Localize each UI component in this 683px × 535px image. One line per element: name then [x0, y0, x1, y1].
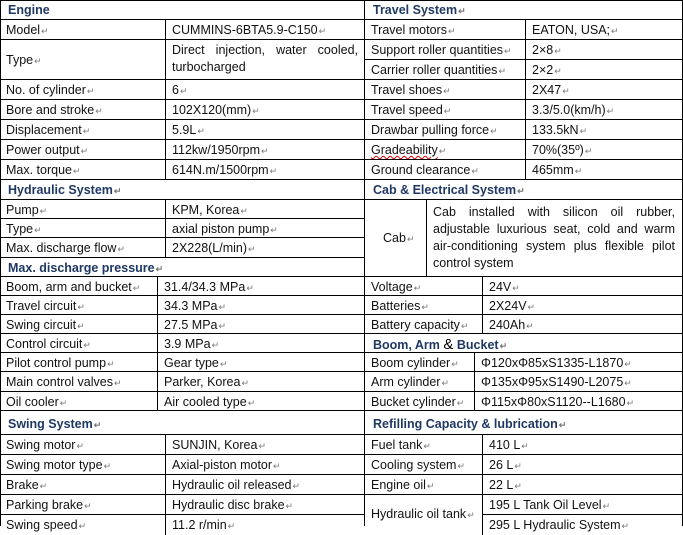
top-border [0, 0, 683, 1]
engine-type-value: Direct injection, water cooled, turbocharged [172, 43, 358, 74]
boom-cylinder-label: Boom cylinder ↵ [365, 353, 475, 371]
pilot-pump-label: Pilot control pump ↵ [0, 353, 158, 371]
travel-motors-label: Travel motors ↵ [365, 20, 526, 39]
table-row [365, 100, 683, 120]
table-row [0, 40, 364, 80]
gradeability-label [365, 140, 526, 159]
drawbar-label: Drawbar pulling force ↵ [365, 120, 526, 139]
table-row [365, 80, 683, 100]
oil-cooler-label: Oil cooler ↵ [0, 392, 158, 410]
swing-motor-type-label: Swing motor type ↵ [0, 455, 166, 474]
parking-brake-value: Hydraulic disc brake ↵ [166, 495, 364, 514]
center-divider [364, 0, 365, 526]
engine-torque-value: 614N.m/1500rpm ↵ [166, 160, 364, 179]
table-row [0, 100, 364, 120]
hydraulic-header-row [0, 180, 364, 200]
engine-power-value: 112kw/1950rpm ↵ [166, 140, 364, 159]
table-row [365, 140, 683, 160]
gradeability-label-text: Gradeability [371, 143, 438, 157]
table-row [365, 40, 683, 60]
engine-torque-label: Max. torque ↵ [0, 160, 166, 179]
swing-motor-value: SUNJIN, Korea ↵ [166, 435, 364, 454]
pump-value: KPM, Korea ↵ [166, 200, 364, 218]
main-valves-label: Main control valves ↵ [0, 372, 158, 391]
travel-shoes-value: 2X47 ↵ [526, 80, 683, 99]
gradeability-value: 70%(35º) ↵ [526, 140, 683, 159]
travel-shoes-label: Travel shoes ↵ [365, 80, 526, 99]
hydraulic-system-capacity: 295 L Hydraulic System ↵ [483, 515, 683, 535]
boom-title-b: Bucket [456, 338, 499, 352]
cab-header-row [365, 180, 683, 200]
table-row [0, 372, 364, 392]
swing-circuit-value: 27.5 MPa ↵ [158, 315, 364, 333]
pump-type-value: axial piston pump ↵ [166, 219, 364, 237]
table-row [0, 495, 364, 515]
table-row [0, 238, 364, 258]
batteries-value: 2X24V ↵ [483, 296, 683, 314]
table-row [0, 80, 364, 100]
table-row [365, 435, 683, 455]
fuel-tank-label: Fuel tank ↵ [365, 435, 483, 454]
drawbar-value: 133.5kN ↵ [526, 120, 683, 139]
pressure-title: Max. discharge pressure ↵ [0, 258, 364, 278]
table-row [0, 277, 364, 296]
pump-label: Pump ↵ [0, 200, 166, 218]
swing-circuit-label: Swing circuit ↵ [0, 315, 158, 333]
engine-oil-value: 22 L ↵ [483, 475, 683, 494]
table-row [0, 140, 364, 160]
hydraulic-title: Hydraulic System ↵ [0, 180, 364, 200]
table-row [0, 296, 364, 315]
travel-speed-label: Travel speed ↵ [365, 100, 526, 119]
swing-motor-type-value: Axial-piston motor ↵ [166, 455, 364, 474]
engine-bore-value: 102X120(mm) ↵ [166, 100, 364, 119]
swing-speed-value: 11.2 r/min ↵ [166, 515, 364, 535]
engine-cylinder-label: No. of cylinder ↵ [0, 80, 166, 99]
engine-model-label: Model ↵ [0, 20, 166, 39]
batteries-label: Batteries ↵ [365, 296, 483, 314]
travel-header-row [365, 0, 683, 20]
table-row [0, 435, 364, 455]
boom-title-amp: & [443, 336, 454, 353]
engine-displacement-value: 5.9L ↵ [166, 120, 364, 139]
table-row [0, 200, 364, 219]
control-circuit-label: Control circuit ↵ [0, 334, 158, 352]
table-row [365, 372, 683, 392]
engine-power-label: Power output ↵ [0, 140, 166, 159]
battery-capacity-label: Battery capacity ↵ [365, 315, 483, 333]
cab-label: Cab ↵ [365, 200, 427, 276]
bucket-cylinder-label: Bucket cylinder ↵ [365, 392, 475, 410]
refill-header-row [365, 411, 683, 435]
discharge-flow-value: 2X228(L/min) ↵ [166, 238, 364, 257]
table-row [365, 277, 683, 296]
cooling-system-value: 26 L ↵ [483, 455, 683, 474]
boom-header-row [365, 334, 683, 353]
engine-oil-label: Engine oil ↵ [365, 475, 483, 494]
table-row [0, 120, 364, 140]
swing-header-row [0, 411, 364, 435]
hydraulic-tank-level: 195 L Tank Oil Level ↵ [483, 495, 683, 515]
carrier-roller-value: 2×2 ↵ [526, 60, 683, 79]
brake-value: Hydraulic oil released ↵ [166, 475, 364, 494]
engine-bore-label: Bore and stroke ↵ [0, 100, 166, 119]
pressure-header-row [0, 258, 364, 277]
support-roller-value: 2×8 ↵ [526, 40, 683, 59]
table-row [365, 296, 683, 315]
travel-speed-value: 3.3/5.0(km/h) ↵ [526, 100, 683, 119]
engine-model-value: CUMMINS-6BTA5.9-C150 ↵ [166, 20, 364, 39]
hydraulic-oil-tank-row [365, 495, 683, 535]
bucket-cylinder-value: Φ115xΦ80xS1120--L1680 ↵ [475, 392, 683, 410]
table-row [365, 120, 683, 140]
hydraulic-oil-tank-values [483, 495, 683, 535]
oil-cooler-value: Air cooled type ↵ [158, 392, 364, 410]
cab-title: Cab & Electrical System ↵ [365, 180, 683, 200]
table-row [0, 392, 364, 411]
boom-title-a: Boom, Arm [373, 338, 440, 352]
pilot-pump-value: Gear type ↵ [158, 353, 364, 371]
main-valves-value: Parker, Korea ↵ [158, 372, 364, 391]
engine-header-row [0, 0, 364, 20]
cab-row [365, 200, 683, 277]
table-row [365, 60, 683, 80]
table-row [365, 392, 683, 411]
table-row [0, 475, 364, 495]
hydraulic-oil-tank-label: Hydraulic oil tank ↵ [365, 495, 483, 535]
table-row [0, 219, 364, 238]
engine-cylinder-value: 6 ↵ [166, 80, 364, 99]
voltage-value: 24V ↵ [483, 277, 683, 295]
ground-clearance-label: Ground clearance ↵ [365, 160, 526, 179]
support-roller-label: Support roller quantities ↵ [365, 40, 526, 59]
swing-speed-label: Swing speed ↵ [0, 515, 166, 535]
travel-circuit-value: 34.3 MPa ↵ [158, 296, 364, 314]
travel-circuit-label: Travel circuit ↵ [0, 296, 158, 314]
boom-arm-bucket-value: 31.4/34.3 MPa ↵ [158, 277, 364, 295]
boom-title [365, 334, 683, 355]
carrier-roller-label: Carrier roller quantities ↵ [365, 60, 526, 79]
travel-title: Travel System ↵ [365, 0, 683, 20]
refill-title: Refilling Capacity & lubrication ↵ [365, 411, 683, 434]
cab-value: Cab installed with silicon oil rubber, adjustable luxurious seat, cold and warm air-conditioning system plus flexible pilot control system [433, 205, 675, 270]
arm-cylinder-value: Φ135xΦ95xS1490-L2075 ↵ [475, 372, 683, 391]
control-circuit-value: 3.9 MPa ↵ [158, 334, 364, 352]
table-row [0, 20, 364, 40]
table-row [365, 353, 683, 372]
battery-capacity-value: 240Ah ↵ [483, 315, 683, 333]
table-row [0, 515, 364, 535]
swing-motor-label: Swing motor ↵ [0, 435, 166, 454]
parking-brake-label: Parking brake ↵ [0, 495, 166, 514]
discharge-flow-label: Max. discharge flow ↵ [0, 238, 166, 257]
table-row [365, 455, 683, 475]
swing-title: Swing System ↵ [0, 411, 364, 434]
table-row [0, 160, 364, 180]
pump-type-label: Type ↵ [0, 219, 166, 237]
brake-label: Brake ↵ [0, 475, 166, 494]
boom-cylinder-value: Φ120xΦ85xS1335-L1870 ↵ [475, 353, 683, 371]
travel-motors-value: EATON, USA; ↵ [526, 20, 683, 39]
engine-title: Engine [8, 3, 50, 17]
cooling-system-label: Cooling system ↵ [365, 455, 483, 474]
engine-displacement-label: Displacement ↵ [0, 120, 166, 139]
table-row [365, 160, 683, 180]
table-row [365, 475, 683, 495]
arm-cylinder-label: Arm cylinder ↵ [365, 372, 475, 391]
table-row [365, 20, 683, 40]
table-row [0, 455, 364, 475]
ground-clearance-value: 465mm ↵ [526, 160, 683, 179]
table-row [0, 315, 364, 334]
left-border [0, 0, 1, 526]
voltage-label: Voltage ↵ [365, 277, 483, 295]
table-row [0, 353, 364, 372]
boom-arm-bucket-label: Boom, arm and bucket ↵ [0, 277, 158, 295]
table-row [0, 334, 364, 353]
table-row [365, 315, 683, 334]
right-column [365, 0, 683, 535]
fuel-tank-value: 410 L ↵ [483, 435, 683, 454]
engine-type-label: Type ↵ [0, 40, 166, 79]
